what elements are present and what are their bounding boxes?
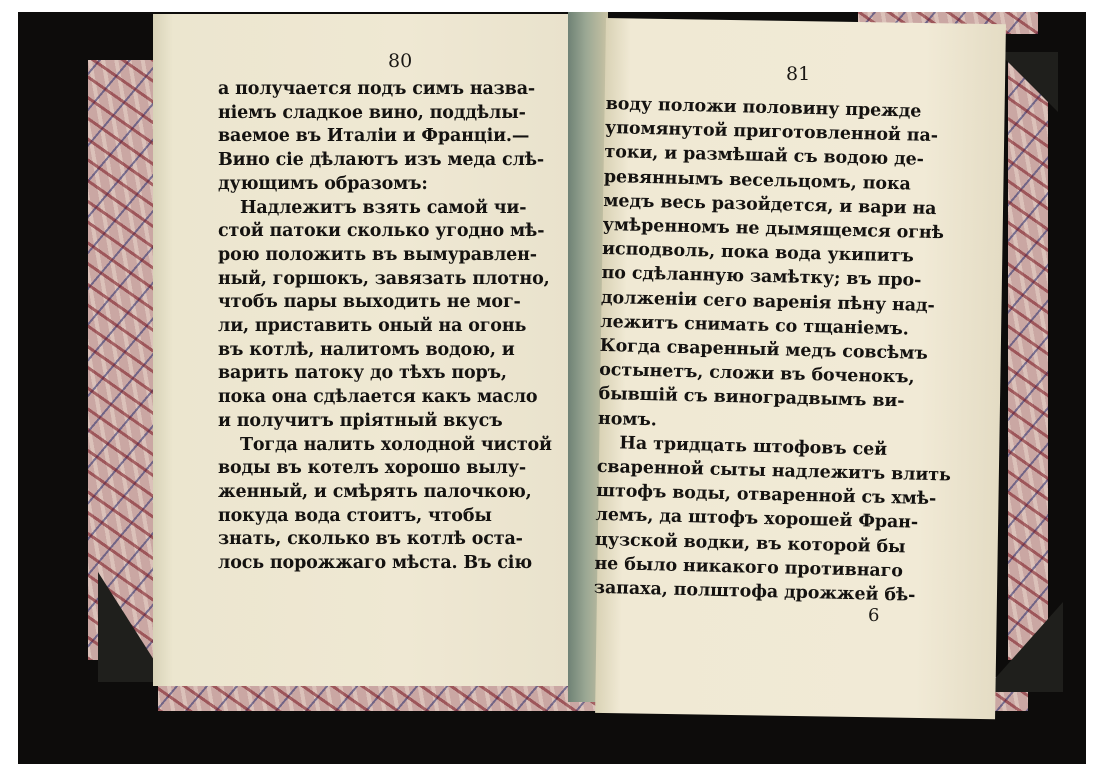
text-line: Когда сваренный медъ совсѣмъ: [599, 335, 928, 364]
text-line: штофъ воды, отваренной съ хмѣ-: [596, 481, 937, 510]
text-line: покуда вода стоитъ, чтобы: [218, 505, 492, 526]
text-line: остынетъ, сложи въ боченокъ,: [598, 360, 915, 388]
text-line: ли, приставить оный на огонь: [218, 316, 527, 337]
left-page-number: 80: [388, 50, 413, 72]
text-line: ный, горшокъ, завязать плотно,: [218, 268, 550, 289]
text-line: ніемъ сладкое вино, поддѣлы-: [218, 102, 526, 123]
text-line: по сдѣланную замѣтку; въ про-: [601, 263, 922, 292]
text-line: дующимъ образомъ:: [218, 173, 428, 194]
text-line: сваренной сыты надлежитъ влить: [596, 456, 952, 486]
text-line: лемъ, да штофъ хорошей Фран-: [595, 505, 919, 534]
text-line: варить патоку до тѣхъ поръ,: [218, 363, 507, 384]
text-line: не было никакого противнаго: [594, 553, 904, 582]
text-line: упомянутой приготовленной па-: [604, 118, 939, 147]
text-line: токи, и размѣшай съ водою де-: [604, 142, 925, 171]
text-line: Надлежитъ взять самой чи-: [240, 197, 527, 218]
text-line: а получается подъ симъ назва-: [218, 79, 535, 99]
text-line: запаха, полштофа дрожжей бѣ-: [593, 577, 916, 606]
text-line: Тогда налить холодной чистой: [240, 434, 552, 455]
marbled-cover-right: [1008, 60, 1048, 660]
text-line: ваемое въ Италіи и Франціи.—: [218, 126, 530, 147]
text-line: На тридцать штофовъ сей: [619, 433, 888, 460]
signature-mark: 6: [868, 605, 880, 626]
text-line: лежитъ снимать со тщаніемъ.: [600, 311, 909, 340]
text-line: номъ.: [597, 408, 657, 430]
text-line: въ котлѣ, налитомъ водою, и: [218, 339, 515, 360]
text-line: цузской водки, въ которой бы: [594, 529, 906, 558]
text-line: воды въ котелъ хорошо вылу-: [218, 458, 526, 479]
text-line: Вино сіе дѣлаютъ изъ меда слѣ-: [218, 150, 544, 171]
text-line: знать, сколько въ котлѣ оста-: [218, 529, 523, 550]
text-line: стой патоки сколько угодно мѣ-: [218, 221, 545, 242]
text-line: и получитъ пріятный вкусъ: [218, 410, 503, 431]
text-line: бывшій съ виноградвымъ ви-: [598, 384, 905, 412]
text-line: исподволь, пока вода укипитъ: [601, 239, 914, 267]
left-page-text: [218, 78, 558, 576]
text-line: медъ весь разойдется, и вари на: [603, 190, 937, 219]
text-line: ревяннымъ весельцомъ, пока: [603, 166, 911, 195]
text-line: рою положить въ вымуравлен-: [218, 244, 537, 265]
text-line: чтобъ пары выходить не мог-: [218, 292, 521, 313]
text-line: умѣренномъ не дымящемся огнѣ: [602, 214, 945, 244]
text-line: лось порожжаго мѣста. Въ сію: [218, 553, 533, 574]
text-line: женный, и смѣрять палочкою,: [218, 481, 532, 502]
text-line: воду положи половину прежде: [605, 93, 922, 122]
right-page-text: [593, 92, 952, 608]
text-line: пока она сдѣлается какъ масло: [218, 387, 538, 408]
text-line: долженіи сего варенія пѣну над-: [600, 287, 935, 316]
right-page-number: 81: [786, 63, 811, 85]
